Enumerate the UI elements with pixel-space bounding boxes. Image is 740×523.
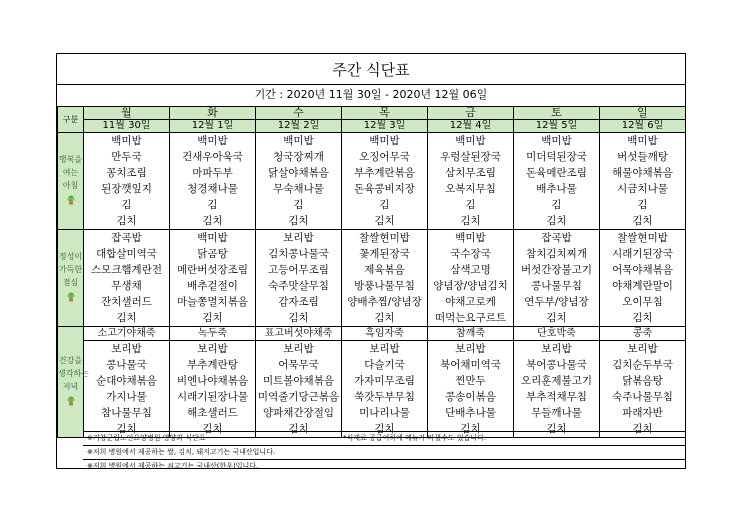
header-date: 12월 2일 (256, 120, 342, 133)
menu-item: 김치 (202, 423, 223, 435)
menu-item: 배추나물 (536, 183, 577, 195)
notes (83, 431, 686, 473)
menu-item: 닭볶음탕 (622, 375, 663, 387)
menu-item: 제육볶음 (364, 264, 405, 276)
menu-item: 북어채미역국 (440, 359, 501, 371)
page-title: 주간 식단표 (57, 54, 685, 85)
menu-cell (170, 133, 256, 230)
menu-item: 김치 (288, 312, 309, 324)
menu-item: 만두국 (111, 151, 142, 163)
menu-item: 김치 (288, 423, 309, 435)
menu-item: 김치 (460, 423, 481, 435)
menu-item: 잡곡밥 (111, 232, 142, 244)
meal-label (58, 133, 84, 230)
menu-item: 청경채나물 (187, 183, 238, 195)
potted-plant-icon (66, 396, 76, 406)
menu-item: 보리밥 (541, 343, 572, 355)
meal-label-line: 건강을 (58, 356, 83, 365)
menu-item: 숙주맛살무침 (268, 280, 329, 292)
menu-item: 보리밥 (111, 343, 142, 355)
menu-item: 떠먹는요구르트 (434, 312, 506, 324)
header-date: 12월 6일 (600, 120, 686, 133)
menu-item: 고등어무조림 (268, 264, 329, 276)
menu-item: 백미밥 (111, 135, 142, 147)
menu-cell (256, 341, 342, 438)
menu-cell (342, 230, 428, 327)
menu-item: 배추겉절이 (187, 280, 238, 292)
menu-item: 김 (121, 199, 132, 211)
menu-cell (256, 230, 342, 327)
note-line-1 (83, 431, 686, 445)
menu-item: 삼치무조림 (445, 167, 496, 179)
menu-item: 김 (379, 199, 390, 211)
menu-item: 김치 (116, 215, 137, 227)
menu-item: 오징어무국 (359, 151, 410, 163)
note-substitution: *식재료 공급여하에 메뉴가 바뀔수도 있습니다. (343, 434, 487, 442)
porridge-cell: 녹두죽 (170, 327, 256, 341)
menu-item: 쑥갓두부무침 (354, 391, 415, 403)
menu-cell (84, 133, 170, 230)
menu-item: 부추적채무침 (526, 391, 587, 403)
meal-label-line: 점심 (62, 278, 79, 287)
menu-cell (256, 133, 342, 230)
menu-item: 숙주나물무침 (612, 391, 673, 403)
menu-item: 오리훈제불고기 (520, 375, 592, 387)
menu-item: 어묵야채볶음 (612, 264, 673, 276)
porridge-cell: 소고기야채죽 (84, 327, 170, 341)
menu-item: 스모크햄계란전 (90, 264, 162, 276)
note-line-2: ※저희 병원에서 제공하는 쌀, 김치, 돼지고기는 국내산입니다. (83, 445, 686, 459)
menu-item: 콩나물국 (106, 359, 147, 371)
menu-item: 버섯들깨탕 (617, 151, 668, 163)
header-date: 12월 4일 (428, 120, 514, 133)
meal-label-line: 저녁 (62, 382, 79, 391)
menu-item: 백미밥 (627, 135, 658, 147)
menu-item: 양파채간장절임 (262, 407, 334, 419)
porridge-cell: 단호박죽 (514, 327, 600, 341)
menu-item: 백미밥 (455, 232, 486, 244)
header-days-row (58, 107, 686, 120)
menu-item: 무들깨나물 (531, 407, 582, 419)
menu-item: 미더덕된장국 (526, 151, 587, 163)
menu-item: 콩송이볶음 (445, 391, 496, 403)
menu-item: 김치 (632, 423, 653, 435)
menu-item: 감자조림 (278, 296, 319, 308)
menu-cell (600, 230, 686, 327)
menu-item: 메란버섯장조림 (176, 264, 248, 276)
menu-item: 백미밥 (197, 135, 228, 147)
menu-item: 김치 (546, 423, 567, 435)
menu-item: 보리밥 (283, 232, 314, 244)
menu-item: 김치콩나물국 (268, 248, 329, 260)
porridge-cell: 표고버섯야채죽 (256, 327, 342, 341)
menu-table (57, 106, 686, 438)
menu-cell (600, 341, 686, 438)
menu-cell (84, 341, 170, 438)
menu-item: 부추계란탕 (187, 359, 238, 371)
menu-cell (84, 230, 170, 327)
header-date: 12월 3일 (342, 120, 428, 133)
menu-item: 보리밥 (627, 343, 658, 355)
menu-item: 보리밥 (197, 343, 228, 355)
meal-row (58, 133, 686, 230)
header-day: 수 (256, 107, 342, 120)
menu-item: 가지나물 (106, 391, 147, 403)
menu-item: 우렁살된장국 (440, 151, 501, 163)
menu-item: 미역줄기당근볶음 (257, 391, 340, 403)
menu-cell (514, 341, 600, 438)
menu-item: 가자미무조림 (354, 375, 415, 387)
menu-cell (600, 133, 686, 230)
menu-item: 청국장찌개 (273, 151, 324, 163)
menu-item: 어묵무국 (278, 359, 319, 371)
meal-label-line: 가득한 (58, 265, 83, 274)
menu-item: 북어콩나물국 (526, 359, 587, 371)
meal-row (58, 341, 686, 438)
menu-item: 찐만두 (455, 375, 486, 387)
menu-item: 김치 (116, 312, 137, 324)
header-date: 12월 5일 (514, 120, 600, 133)
header-date: 11월 30일 (84, 120, 170, 133)
header-date: 12월 1일 (170, 120, 256, 133)
menu-item: 김 (207, 199, 218, 211)
menu-item: 김치 (116, 423, 137, 435)
menu-item: 김치 (202, 215, 223, 227)
menu-item: 보리밥 (369, 343, 400, 355)
menu-item: 잔치샐러드 (101, 296, 152, 308)
menu-cell (514, 230, 600, 327)
menu-item: 무숙채나물 (273, 183, 324, 195)
menu-item: 국수장국 (450, 248, 491, 260)
menu-item: 해물야채볶음 (612, 167, 673, 179)
menu-cell (342, 341, 428, 438)
menu-item: 방풍나물무침 (354, 280, 415, 292)
menu-item: 찰쌀현미밥 (359, 232, 410, 244)
menu-cell (170, 341, 256, 438)
menu-cell (514, 133, 600, 230)
menu-item: 대합살미역국 (96, 248, 157, 260)
menu-item: 잡곡밥 (541, 232, 572, 244)
menu-item: 김치 (632, 312, 653, 324)
menu-item: 백미밥 (283, 135, 314, 147)
menu-item: 비엔나야채볶음 (176, 375, 248, 387)
menu-item: 김치 (546, 215, 567, 227)
menu-item: 야채계란말이 (612, 280, 673, 292)
menu-cell (428, 133, 514, 230)
porridge-row (58, 327, 686, 341)
menu-cell (428, 230, 514, 327)
menu-item: 백미밥 (369, 135, 400, 147)
menu-item: 백미밥 (455, 135, 486, 147)
menu-item: 된장깻잎지 (101, 183, 152, 195)
porridge-cell: 참깨죽 (428, 327, 514, 341)
meal-row (58, 230, 686, 327)
note-line-3: ※저희 병원에서 제공하는 쇠고기는 국내산(한우)입니다. (83, 459, 686, 473)
header-day: 토 (514, 107, 600, 120)
menu-item: 김치 (374, 215, 395, 227)
menu-item: 미트볼야채볶음 (262, 375, 334, 387)
menu-item: 시래기된장국 (612, 248, 673, 260)
potted-plant-icon (66, 195, 76, 205)
menu-item: 양념장/양념김치 (433, 280, 508, 292)
menu-item: 참치김치찌개 (526, 248, 587, 260)
menu-cell (428, 341, 514, 438)
menu-item: 오복지무침 (445, 183, 496, 195)
menu-item: 돈육메란조림 (526, 167, 587, 179)
potted-plant-icon (66, 292, 76, 302)
menu-item: 마늘쫑멸치볶음 (176, 296, 248, 308)
menu-item: 참나물무침 (101, 407, 152, 419)
meal-label-line: 정성이 (58, 252, 83, 261)
header-day: 금 (428, 107, 514, 120)
menu-item: 백미밥 (541, 135, 572, 147)
meal-label-line: 생각하는 (58, 369, 89, 378)
menu-item: 김치 (546, 312, 567, 324)
header-day: 월 (84, 107, 170, 120)
menu-item: 건새우아욱국 (182, 151, 243, 163)
menu-item: 김 (293, 199, 304, 211)
menu-item: 파래자반 (622, 407, 663, 419)
meal-label-line: 행복을 (58, 155, 83, 164)
menu-cell (342, 133, 428, 230)
menu-item: 김 (637, 199, 648, 211)
menu-item: 김 (465, 199, 476, 211)
menu-item: 콩나물무침 (531, 280, 582, 292)
menu-item: 보리밥 (283, 343, 314, 355)
menu-item: 백미밥 (197, 232, 228, 244)
menu-item: 부추계란볶음 (354, 167, 415, 179)
menu-item: 닭살야채볶음 (268, 167, 329, 179)
menu-item: 시금치나물 (617, 183, 668, 195)
menu-item: 돈육콩비지장 (354, 183, 415, 195)
menu-item: 양배추찜/양념장 (347, 296, 422, 308)
header-day: 목 (342, 107, 428, 120)
menu-item: 다슬기국 (364, 359, 405, 371)
menu-item: 찰쌀현미밥 (617, 232, 668, 244)
menu-item: 버섯간장불고기 (520, 264, 592, 276)
menu-item: 야채고로케 (445, 296, 496, 308)
header-dates-row (58, 120, 686, 133)
period-text: 기간 : 2020년 11월 30일 - 2020년 12월 06일 (254, 88, 488, 101)
menu-item: 마파두부 (192, 167, 233, 179)
meal-label (58, 230, 84, 327)
menu-item: 김치 (632, 215, 653, 227)
porridge-cell: 콩죽 (600, 327, 686, 341)
menu-item: 김 (551, 199, 562, 211)
menu-item: 꽁치조림 (106, 167, 147, 179)
menu-item: 닭곰탕 (197, 248, 228, 260)
menu-sheet (56, 53, 686, 469)
header-day: 일 (600, 107, 686, 120)
note-origin-dept: ※거창군립노인요양병원 영양과 식단표 (87, 434, 206, 442)
header-corner: 구분 (58, 107, 84, 133)
menu-item: 보리밥 (455, 343, 486, 355)
menu-item: 오이무침 (622, 296, 663, 308)
menu-item: 김치 (460, 215, 481, 227)
header-day: 화 (170, 107, 256, 120)
meal-label-line: 아침 (62, 181, 79, 190)
menu-item: 김치순두부국 (612, 359, 673, 371)
menu-item: 무생채 (111, 280, 142, 292)
menu-item: 김치 (202, 312, 223, 324)
menu-item: 김치 (374, 312, 395, 324)
menu-item: 연두부/양념장 (524, 296, 589, 308)
menu-item: 시래기된장나물 (176, 391, 248, 403)
menu-item: 해초샐러드 (187, 407, 238, 419)
menu-cell (170, 230, 256, 327)
porridge-cell: 흑임자죽 (342, 327, 428, 341)
menu-item: 순대야채볶음 (96, 375, 157, 387)
menu-item: 꽃게된장국 (359, 248, 410, 260)
meal-label (58, 327, 89, 438)
menu-item: 미나리나물 (359, 407, 410, 419)
menu-item: 삼색고명 (450, 264, 491, 276)
menu-item: 김치 (374, 423, 395, 435)
menu-item: 단배추나물 (445, 407, 496, 419)
menu-item: 김치 (288, 215, 309, 227)
meal-label-line: 여는 (62, 168, 79, 177)
